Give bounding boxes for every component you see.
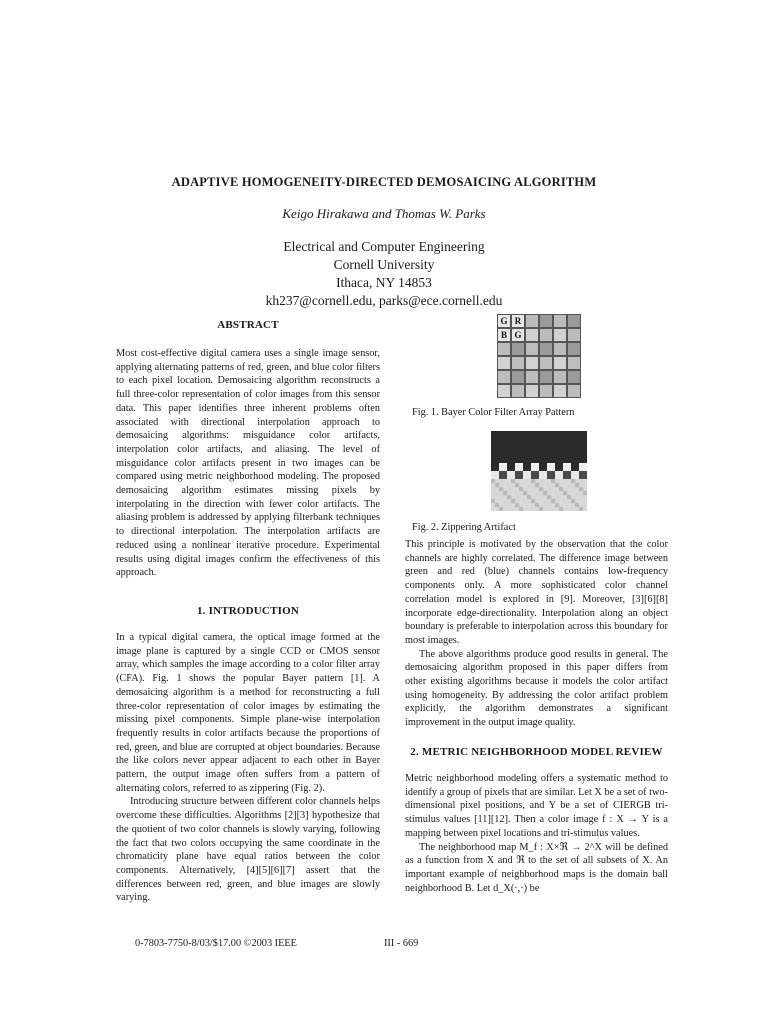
bayer-cell [511, 384, 525, 398]
bayer-cell [553, 370, 567, 384]
bayer-cell [525, 328, 539, 342]
bayer-cell [525, 314, 539, 328]
section-2-paragraph-2: The neighborhood map M_f : X×ℜ → 2^X will be defined as a function from X and ℜ to the set of all subsets of X. An important example of neighborhood maps is the domain ball neighborhood B. Let d_X(·,·) be [405, 841, 668, 894]
bayer-cell [539, 328, 553, 342]
affiliation-email: kh237@cornell.edu, parks@ece.cornell.edu [265, 293, 503, 308]
section-2-heading: 2. METRIC NEIGHBORHOOD MODEL REVIEW [410, 746, 663, 758]
paper-title: ADAPTIVE HOMOGENEITY-DIRECTED DEMOSAICING ALGORITHM [171, 175, 597, 189]
bayer-cell [539, 314, 553, 328]
bayer-cell-label: G [500, 316, 508, 326]
bayer-cell [567, 342, 581, 356]
bayer-cell [497, 370, 511, 384]
bayer-cell-label: R [514, 316, 522, 326]
bayer-pattern-figure [497, 314, 581, 398]
intro-body [116, 631, 380, 905]
abstract-body [116, 347, 380, 580]
bayer-cell [511, 328, 525, 342]
figure-1-caption: Fig. 1. Bayer Color Filter Array Pattern [412, 407, 575, 418]
bayer-cell [497, 314, 511, 328]
bayer-cell [539, 384, 553, 398]
intro-paragraph-2: Introducing structure between different color channels helps overcome these difficulties. Algorithms [2][3] hypothesize that the quotient of two color channels is slowly varying, following the fact that two colors occupying the same coordinate in the chromaticity plane have equal ratios between the color components. Alternatively, [4][5][6][7] assert that the differences between red, green, and blue images are slowly varying. [116, 796, 380, 904]
bayer-cell [539, 342, 553, 356]
bayer-cell [567, 328, 581, 342]
bayer-cell [511, 314, 525, 328]
zippering-artifact-figure [491, 431, 587, 511]
abstract-text: Most cost-effective digital camera uses a single image sensor, applying alternating patterns of red, green, and blue color filters to each pixel location. Demosaicing algorithm reconstructs a full three-color representation of color images from this sensor data. This paper identifies three inherent problems often associated with directional interpolation approach to demosaicing algorithms: misguidance color artifacts, interpolation color artifacts, and aliasing. The level of misguidance color artifacts present in two images can be compared using metric neighborhood modeling. The proposed demosaicing algorithm estimates missing pixels by interpolating in the direction with fewer color artifacts. The aliasing problem is addressed by applying filterbank techniques to directional interpolation. The interpolation artifacts are reduced using a nonlinear iterative procedure. Experimental results using digital images confirm the effectiveness of this approach. [116, 348, 380, 579]
affiliation-block [0, 238, 768, 310]
bayer-cell [567, 356, 581, 370]
section-2-paragraph-1: Metric neighborhood modeling offers a systematic method to identify a group of pixels that are similar. Let X be a set of two-dimensional pixel positions, and Y be a set of CIERGB tri-stimulus values [11][12]. Then a color image f : X → Y is a mapping between pixel locations and tri-stimulus values. [405, 773, 668, 839]
bayer-cell [497, 384, 511, 398]
abstract-heading: ABSTRACT [217, 319, 279, 331]
bayer-cell [511, 356, 525, 370]
bayer-cell-label: B [500, 330, 507, 340]
bayer-cell [511, 342, 525, 356]
paper-authors: Keigo Hirakawa and Thomas W. Parks [282, 206, 486, 221]
bayer-cell-label: G [514, 330, 522, 340]
bayer-cell [525, 370, 539, 384]
right-paragraph-1: This principle is motivated by the observation that the color channels are highly correlated. The difference image between green and red (blue) channels contains low-frequency components only. A more sophisticated color channel correlation model is explored in [9]. Moreover, [3][6][8] incorporate edge-directionality. Interpolation along an object boundary is preferable to interpolation across this boundary for most images. [405, 539, 668, 646]
bayer-cell [567, 384, 581, 398]
bayer-cell [525, 342, 539, 356]
page-number: III - 669 [384, 938, 419, 949]
bayer-cell [553, 314, 567, 328]
bayer-cell [511, 370, 525, 384]
intro-heading: 1. INTRODUCTION [196, 605, 299, 617]
bayer-cell [567, 314, 581, 328]
intro-paragraph-1: In a typical digital camera, the optical image formed at the image plane is captured by a single CCD or CMOS sensor array, which samples the image according to a color filter array (CFA). Fig. 1 shows the popular Bayer pattern [1]. A demosaicing algorithm is a method for reconstructing a full three-color representation of color images by estimating the missing pixel components. Simple plane-wise interpolation frequently results in color artifacts because the proportions of red, green, and blue are corrupted at object boundaries. Because the like colors never appear adjacent to each other in Bayer pattern, the output image often suffers from a pattern of alternating colors, referred to as zippering (Fig. 2). [116, 632, 380, 794]
right-column-body [405, 538, 668, 730]
bayer-cell [553, 356, 567, 370]
bayer-cell [539, 356, 553, 370]
bayer-cell [497, 356, 511, 370]
bayer-cell [567, 370, 581, 384]
affiliation-dept: Electrical and Computer Engineering [283, 239, 485, 254]
bayer-cell [553, 384, 567, 398]
bayer-cell [553, 342, 567, 356]
bayer-cell [539, 370, 553, 384]
bayer-cell [497, 342, 511, 356]
bayer-cell [525, 356, 539, 370]
figure-2-caption: Fig. 2. Zippering Artifact [412, 522, 516, 533]
copyright-notice: 0-7803-7750-8/03/$17.00 ©2003 IEEE [135, 938, 297, 949]
section-2-body [405, 772, 668, 895]
right-paragraph-2: The above algorithms produce good results in general. The demosaicing algorithm proposed in this paper differs from other existing algorithms because it models the color artifact using homogeneity. By addressing the color artifact problem explicitly, the algorithm demonstrates a significant improvement in the output image quality. [405, 648, 668, 729]
bayer-cell [525, 384, 539, 398]
affiliation-city: Ithaca, NY 14853 [336, 275, 432, 290]
bayer-cell [553, 328, 567, 342]
affiliation-university: Cornell University [333, 257, 435, 272]
bayer-cell [497, 328, 511, 342]
